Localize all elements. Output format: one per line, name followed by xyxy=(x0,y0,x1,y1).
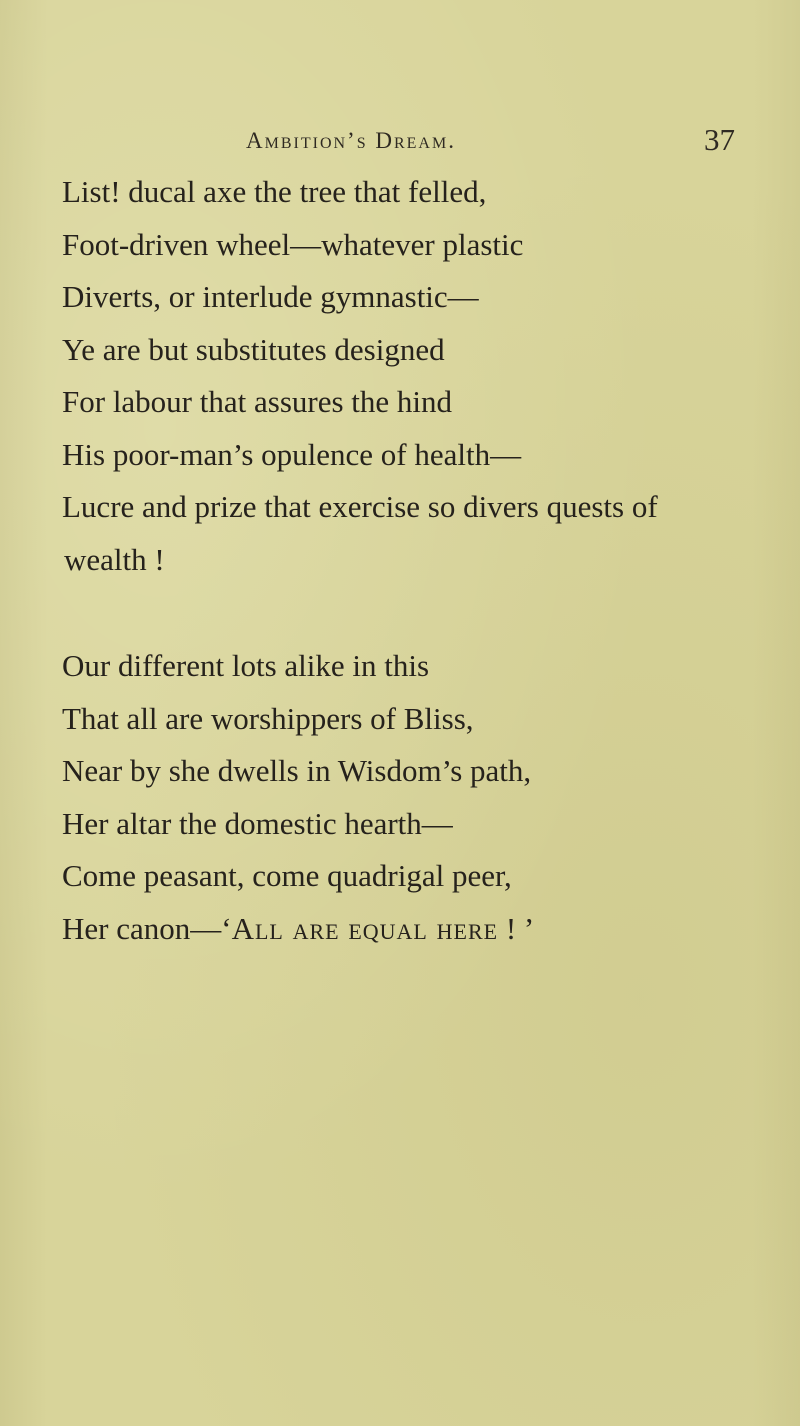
verse-line: Lucre and prize that exercise so divers quests of xyxy=(62,489,658,524)
verse-line-turnover: wealth ! xyxy=(64,541,165,577)
verse-suffix: ! ’ xyxy=(498,910,535,946)
verse-line: Our different lots alike in this xyxy=(62,648,430,683)
verse-line: Diverts, or interlude gymnastic— xyxy=(62,279,479,314)
verse-line: Come peasant, come quadrigal peer, xyxy=(62,858,512,893)
running-head xyxy=(0,122,800,164)
verse-line: List! ducal axe the tree that felled, xyxy=(62,174,487,209)
verse-line: For labour that assures the hind xyxy=(62,384,453,419)
verse-line: Foot-driven wheel—whatever plastic xyxy=(62,226,524,262)
verse-prefix: Her canon—‘ xyxy=(62,910,232,946)
stanza-2 xyxy=(62,640,792,955)
page-number: 37 xyxy=(704,122,735,157)
verse-line: Her altar the domestic hearth— xyxy=(62,805,453,841)
verse-line: His poor-man’s opulence of health— xyxy=(62,436,522,472)
verse-smallcaps: All are equal here xyxy=(231,910,499,946)
verse-line: Near by she dwells in Wisdom’s path, xyxy=(62,753,532,788)
verse-line: That all are worshippers of Bliss, xyxy=(62,700,474,736)
running-title: Ambition’s Dream. xyxy=(246,128,456,153)
verse-line: Ye are but substitutes designed xyxy=(62,331,445,367)
stanza-1 xyxy=(62,166,792,586)
verse-line-last xyxy=(62,903,792,956)
